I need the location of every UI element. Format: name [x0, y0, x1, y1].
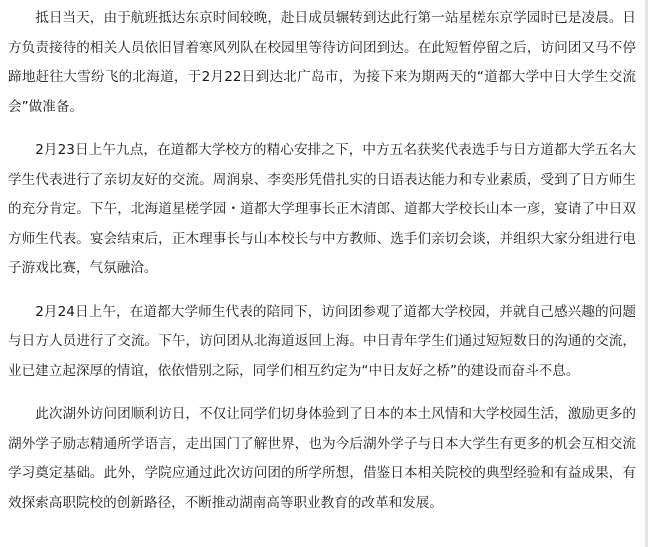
paragraph-feb-24: 2月24日上午，在道都大学师生代表的陪同下，访问团参观了道都大学校园，并就自己感兴趣的问题与日方人员进行了交流。下午，访问团从北海道返回上海。中日青年学生们通过短短数日的沟通的交流，业已建立起深厚的情谊，依依惜别之际，同学们相互约定为“中日友好之桥”的建设而奋斗不息。 [8, 303, 636, 379]
paragraph-summary: 此次湖外访问团顺利访日，不仅让同学们切身体验到了日本的本土风情和大学校园生活，激励更多的湖外学子励志精通所学语言，走出国门了解世界，也为今后湖外学子与日本大学生有更多的机会互相交流学习奠定基础。此外，学院应通过此次访问团的所学所想，借鉴日本相关院校的典型经验和有益成果，有效探索高职院校的创新路径，不断推动湖南高等职业教育的改革和发展。 [8, 406, 636, 511]
article-body [8, 4, 636, 532]
paragraph-arrival: 抵日当天，由于航班抵达东京时间较晚，赴日成员辗转到达此行第一站星槎东京学园时已是凌晨。日方负责接待的相关人员依旧冒着寒风列队在校园里等待访问团到达。在此短暂停留之后，访问团又马不停蹄地赶往大雪纷飞的北海道，于2月22日到达北广岛市，为接下来为期两天的“道都大学中日大学生交流会”做准备。 [8, 10, 636, 115]
paragraph-feb-23: 2月23日上午九点，在道都大学校方的精心安排之下，中方五名获奖代表选手与日方道都大学五名大学生代表进行了亲切友好的交流。周润泉、李奕彤凭借扎实的日语表达能力和专业素质，受到了日方师生的充分肯定。下午，北海道星槎学园・道都大学理事长正木清郎、道都大学校长山本一彦，宴请了中日双方师生代表。宴会结束后，正木理事长与山本校长与中方教师、选手们亲切会谈，并组织大家分组进行电子游戏比赛，气氛融洽。 [8, 142, 636, 276]
